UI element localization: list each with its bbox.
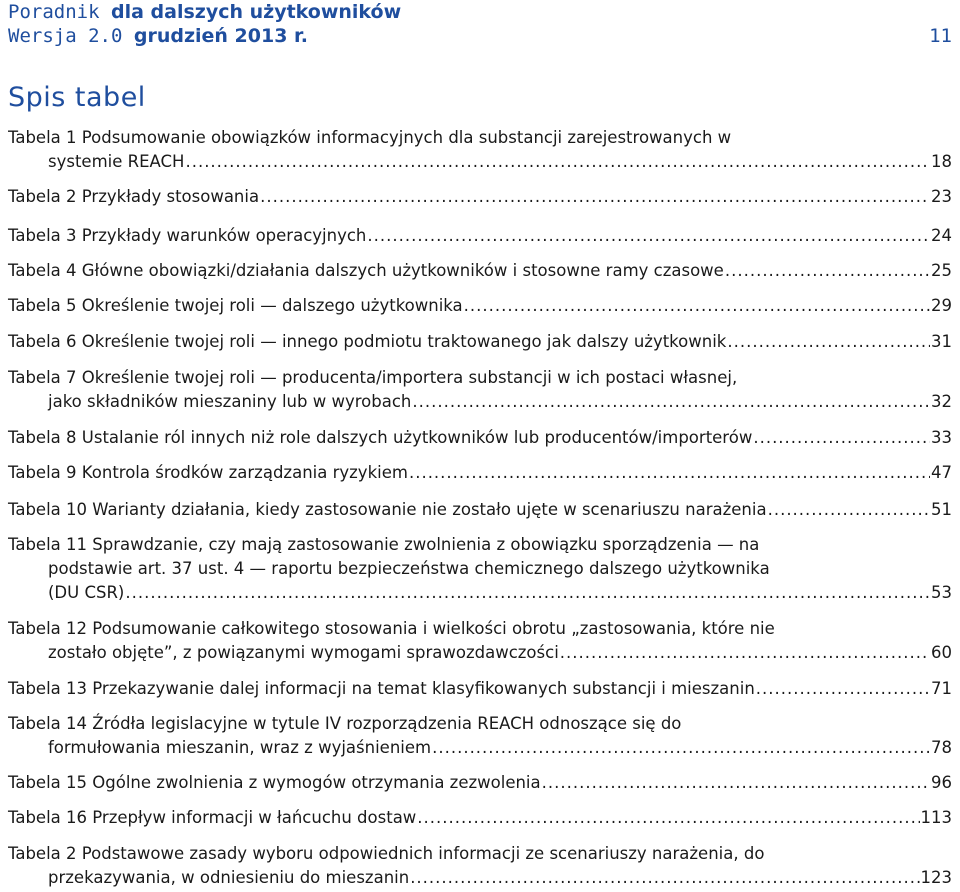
toc-entry-text: Tabela 8 Ustalanie ról innych niż role dalszych użytkowników lub producentów/importerów bbox=[8, 428, 753, 447]
toc-entry[interactable] bbox=[8, 771, 952, 795]
toc-entry[interactable] bbox=[8, 294, 952, 318]
toc-entry[interactable] bbox=[8, 330, 952, 354]
toc-entry-lastline bbox=[8, 641, 952, 665]
toc-page-number: 51 bbox=[931, 500, 952, 519]
toc-entry-lastline bbox=[8, 224, 952, 248]
toc-entry-lastline bbox=[8, 866, 952, 890]
toc-page-number: 33 bbox=[931, 428, 952, 447]
toc-entry[interactable] bbox=[8, 259, 952, 283]
toc-leader-dots bbox=[260, 185, 930, 209]
toc-page-number: 47 bbox=[931, 463, 952, 482]
toc-page-number: 78 bbox=[931, 738, 952, 757]
toc-leader-dots bbox=[412, 390, 930, 414]
toc-entry[interactable] bbox=[8, 224, 952, 248]
toc-entry[interactable] bbox=[8, 677, 952, 701]
toc-entry-lastline bbox=[8, 426, 952, 450]
toc-entry-text: przekazywania, w odniesieniu do mieszanin bbox=[48, 868, 410, 887]
header-row-title bbox=[8, 0, 952, 24]
toc-leader-dots bbox=[367, 224, 930, 248]
document-title: Poradnik dla dalszych użytkowników bbox=[8, 1, 402, 23]
toc-entry-lastline bbox=[8, 294, 952, 318]
toc-entry[interactable] bbox=[8, 617, 952, 665]
toc-entry-text: Tabela 15 Ogólne zwolnienia z wymogów otrzymania zezwolenia bbox=[8, 773, 541, 792]
toc-entry-text: Tabela 6 Określenie twojej roli — innego podmiotu traktowanego jak dalszy użytkownik bbox=[8, 332, 727, 351]
toc-entry-text: (DU CSR) bbox=[48, 583, 125, 602]
toc-entry[interactable] bbox=[8, 126, 952, 174]
toc-page-number: 25 bbox=[931, 261, 952, 280]
toc-entry-text: formułowania mieszanin, wraz z wyjaśnieniem bbox=[48, 738, 432, 757]
page-header bbox=[8, 0, 952, 48]
toc-leader-dots bbox=[432, 736, 930, 760]
toc-entry-text: Tabela 16 Przepływ informacji w łańcuchu dostaw bbox=[8, 808, 417, 827]
toc-leader-dots bbox=[464, 294, 930, 318]
toc-entry-text: Tabela 3 Przykłady warunków operacyjnych bbox=[8, 226, 367, 245]
toc-entry-line: Tabela 11 Sprawdzanie, czy mają zastosowanie zwolnienia z obowiązku sporządzenia — na bbox=[8, 535, 760, 554]
toc-entry-lastline bbox=[8, 677, 952, 701]
toc-leader-dots bbox=[542, 771, 930, 795]
toc-leader-dots bbox=[185, 150, 930, 174]
toc-leader-dots bbox=[125, 581, 930, 605]
toc-entry-lastline bbox=[8, 581, 952, 605]
toc-entry-text: systemie REACH bbox=[48, 152, 185, 171]
toc-entry[interactable] bbox=[8, 185, 952, 209]
toc-entry-line: Tabela 14 Źródła legislacyjne w tytule IV rozporządzenia REACH odnoszące się do bbox=[8, 714, 682, 733]
toc-page-number: 60 bbox=[931, 643, 952, 662]
toc-page-number: 113 bbox=[920, 808, 952, 827]
toc-entry-line: podstawie art. 37 ust. 4 — raportu bezpieczeństwa chemicznego dalszego użytkownika bbox=[48, 559, 770, 578]
toc-entry-text: Tabela 2 Przykłady stosowania bbox=[8, 187, 260, 206]
toc-entry-text: zostało objęte”, z powiązanymi wymogami sprawozdawczości bbox=[48, 643, 559, 662]
toc-leader-dots bbox=[727, 330, 930, 354]
header-row-version bbox=[8, 24, 952, 48]
toc-entry-lastline bbox=[8, 736, 952, 760]
toc-entry-line: Tabela 2 Podstawowe zasady wyboru odpowiednich informacji ze scenariuszy narażenia, do bbox=[8, 844, 765, 863]
toc-leader-dots bbox=[753, 426, 930, 450]
toc-entry[interactable] bbox=[8, 806, 952, 830]
toc-page-number: 123 bbox=[920, 868, 952, 887]
toc-entry-text: Tabela 9 Kontrola środków zarządzania ryzykiem bbox=[8, 463, 408, 482]
toc-entry-line: Tabela 7 Określenie twojej roli — producenta/importera substancji w ich postaci własnej, bbox=[8, 368, 738, 387]
toc-entry-text: Tabela 4 Główne obowiązki/działania dalszych użytkowników i stosowne ramy czasowe bbox=[8, 261, 724, 280]
toc-leader-dots bbox=[725, 259, 930, 283]
toc-entry-lastline bbox=[8, 390, 952, 414]
toc-entry[interactable] bbox=[8, 461, 952, 485]
toc-entry-lastline bbox=[8, 330, 952, 354]
toc-page-number: 23 bbox=[931, 187, 952, 206]
toc-leader-dots bbox=[417, 806, 919, 830]
toc-page-number: 31 bbox=[931, 332, 952, 351]
toc-entry-text: jako składników mieszaniny lub w wyrobach bbox=[48, 392, 412, 411]
toc-leader-dots bbox=[768, 498, 930, 522]
toc-page-number: 71 bbox=[931, 679, 952, 698]
toc-page-number: 18 bbox=[931, 152, 952, 171]
page-number: 11 bbox=[929, 25, 952, 47]
toc-page-number: 24 bbox=[931, 226, 952, 245]
toc-entry-line: Tabela 12 Podsumowanie całkowitego stosowania i wielkości obrotu „zastosowania, które nie bbox=[8, 619, 775, 638]
toc-entry-lastline bbox=[8, 259, 952, 283]
toc-entry-lastline bbox=[8, 498, 952, 522]
toc-leader-dots bbox=[756, 677, 930, 701]
toc-leader-dots bbox=[409, 461, 930, 485]
toc-entry[interactable] bbox=[8, 426, 952, 450]
toc-page-number: 53 bbox=[931, 583, 952, 602]
toc-entry[interactable] bbox=[8, 712, 952, 760]
toc-page-number: 29 bbox=[931, 296, 952, 315]
toc-entry[interactable] bbox=[8, 498, 952, 522]
toc-entry-lastline bbox=[8, 806, 952, 830]
toc-entry[interactable] bbox=[8, 842, 952, 890]
toc-entry-line: Tabela 1 Podsumowanie obowiązków informacyjnych dla substancji zarejestrowanych w bbox=[8, 128, 732, 147]
toc-entry-lastline bbox=[8, 771, 952, 795]
toc-leader-dots bbox=[410, 866, 919, 890]
toc-entry-text: Tabela 10 Warianty działania, kiedy zastosowanie nie zostało ujęte w scenariuszu narażenia bbox=[8, 500, 767, 519]
toc-page-number: 32 bbox=[931, 392, 952, 411]
toc-entry-text: Tabela 13 Przekazywanie dalej informacji na temat klasyfikowanych substancji i mieszanin bbox=[8, 679, 755, 698]
document-version: Wersja 2.0 grudzień 2013 r. bbox=[8, 25, 308, 47]
toc-entry-lastline bbox=[8, 185, 952, 209]
toc-entry-lastline bbox=[8, 461, 952, 485]
toc-entry-lastline bbox=[8, 150, 952, 174]
toc-page-number: 96 bbox=[931, 773, 952, 792]
toc-leader-dots bbox=[560, 641, 930, 665]
toc-entry[interactable] bbox=[8, 533, 952, 605]
toc-entry-text: Tabela 5 Określenie twojej roli — dalszego użytkownika bbox=[8, 296, 463, 315]
toc-entry[interactable] bbox=[8, 366, 952, 414]
section-title: Spis tabel bbox=[8, 82, 146, 113]
